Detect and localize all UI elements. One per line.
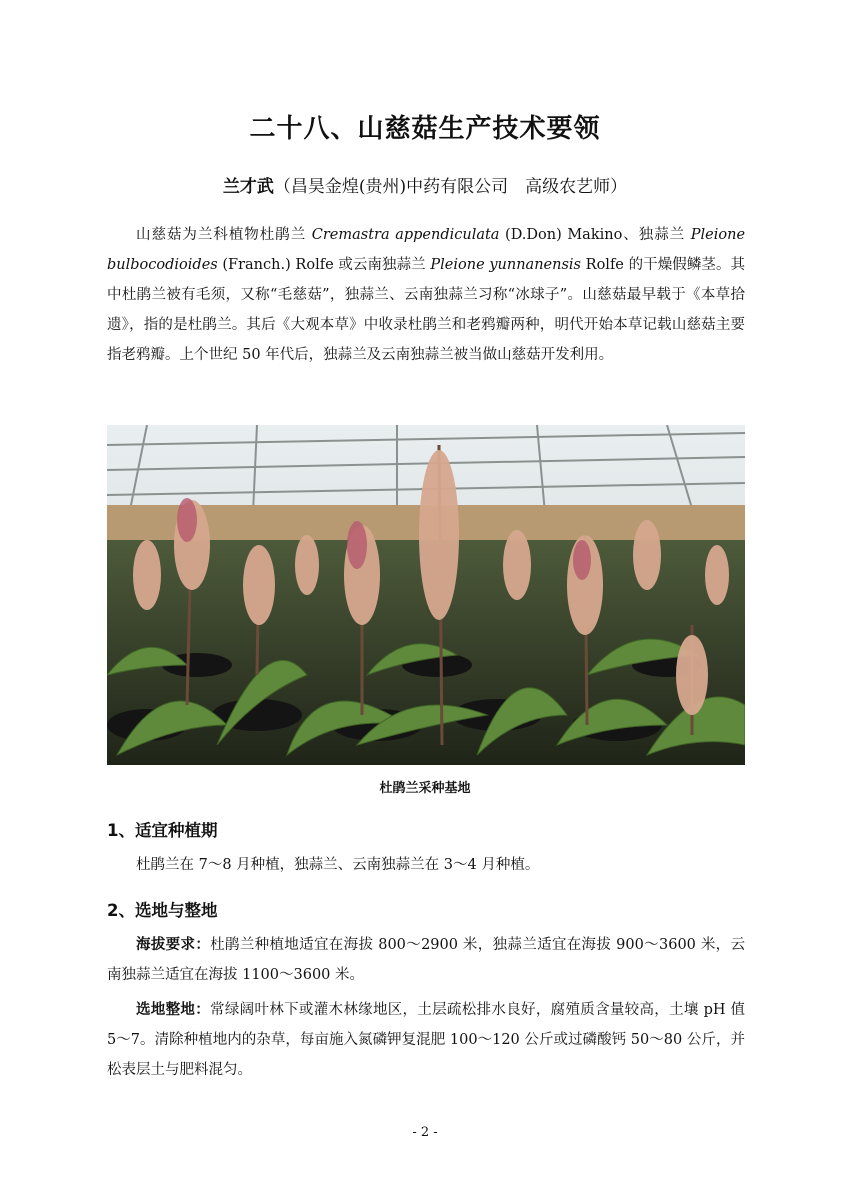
site-prep-paragraph <box>107 995 745 1085</box>
photo-caption: 杜鹃兰采种基地 <box>379 781 471 796</box>
section-heading-site-selection: 2、选地与整地 <box>107 901 218 920</box>
page-number: - 2 - <box>412 1125 438 1140</box>
site-prep-text: 常绿阔叶林下或灌木林缘地区，土层疏松排水良好，腐殖质含量较高，土壤 pH 值 5～7。清除种植地内的杂草，每亩施入氮磷钾复混肥 100～120 公斤或过磷酸钙 50～80 公斤，并松表层土与肥料混匀。 <box>107 1002 745 1078</box>
section-heading-planting-period: 1、适宜种植期 <box>107 821 218 840</box>
orchid-greenhouse-illustration <box>107 425 745 765</box>
intro-text-4: Rolfe 的干燥假鳞茎。其中杜鹃兰被有毛须，又称“毛慈菇”，独蒜兰、云南独蒜兰习称“冰球子”。山慈菇最早载于《本草拾遗》，指的是杜鹃兰。其后《大观本草》中收录杜鹃兰和老鸦瓣两种，明代开始本草记载山慈菇主要指老鸦瓣。上个世纪 50 年代后，独蒜兰及云南独蒜兰被当做山慈菇开发利用。 <box>107 257 746 363</box>
scientific-name-1: Cremastra appendiculata <box>311 227 500 243</box>
altitude-text: 杜鹃兰种植地适宜在海拔 800～2900 米，独蒜兰适宜在海拔 900～3600 米，云南独蒜兰适宜在海拔 1100～3600 米。 <box>107 937 745 983</box>
author-name: 兰才武 <box>222 177 274 197</box>
scientific-name-3: Pleione yunnanensis <box>430 257 581 273</box>
intro-text-1: 山慈菇为兰科植物杜鹃兰 <box>136 227 307 243</box>
site-prep-lead: 选地整地： <box>136 1002 211 1018</box>
page-title: 二十八、山慈菇生产技术要领 <box>249 114 601 144</box>
altitude-paragraph <box>107 930 745 990</box>
scientific-name-2: Pleione bulbocodioides <box>107 227 746 273</box>
greenhouse-photo <box>107 425 745 765</box>
planting-period-paragraph: 杜鹃兰在 7～8 月种植，独蒜兰、云南独蒜兰在 3～4 月种植。 <box>136 857 540 873</box>
altitude-lead: 海拔要求： <box>136 937 211 953</box>
intro-text-3: (Franch.) Rolfe 或云南独蒜兰 <box>217 257 426 273</box>
intro-text-2: (D.Don) Makino、独蒜兰 <box>499 227 686 243</box>
byline <box>0 172 850 197</box>
author-affiliation: （昌昊金煌(贵州)中药有限公司 高级农艺师） <box>273 177 628 197</box>
intro-paragraph <box>107 220 745 370</box>
